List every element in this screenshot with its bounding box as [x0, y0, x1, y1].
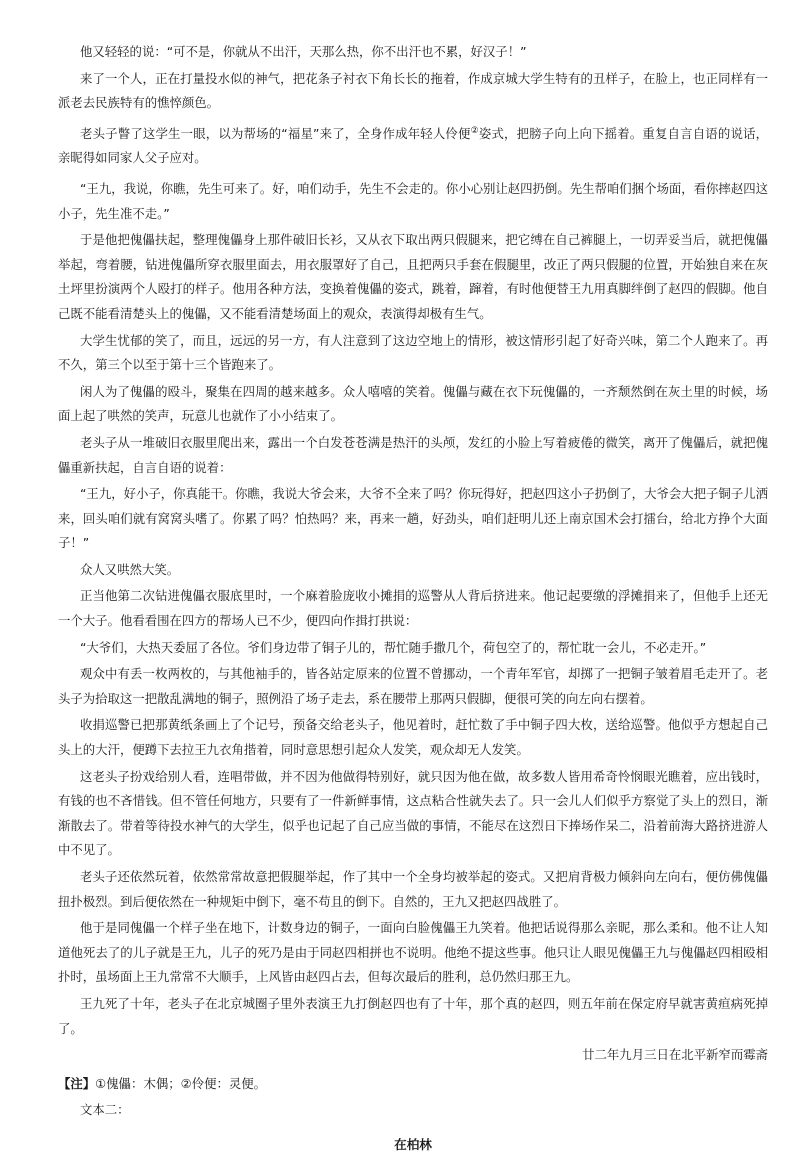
paragraph: 老头子还依然玩着，依然常常故意把假腿举起，作了其中一个全身均被举起的姿式。又把肩背极力倾斜向左向右，便仿佛傀儡扭扑极烈。到后便依然在一种规矩中倒下，毫不苟且的倒下。自然的，王九又把赵四战胜了。	[58, 869, 768, 909]
paragraph-text: 老头子瞥了这学生一眼，以为帮场的“福星”来了，全身作成年轻人伶便	[80, 125, 471, 141]
paragraph: 老头子从一堆破旧衣服里爬出来，露出一个白发苍苍满是热汗的头颅，发红的小脸上写着疲倦的微笑，离开了傀儡后，就把傀儡重新扶起，自言自语的说着：	[58, 434, 768, 475]
paragraph: 众人又哄然大笑。	[80, 561, 180, 577]
paragraph: 正当他第二次钻进傀儡衣服底里时，一个麻着脸庞收小摊捐的巡警从人背后挤进来。他记起要缴的浮摊捐来了，但他手上还无一个大子。他看看围在四方的帮场人已不少，便四向作揖打拱说：	[58, 588, 768, 629]
paragraph: “王九，我说，你瞧，先生可来了。好，咱们动手，先生不会走的。你小心别让赵四扔倒。先生帮咱们捆个场面，看你摔赵四这小子，先生准不走。”	[58, 180, 768, 221]
section-title: 在柏林	[394, 1136, 432, 1152]
paragraph: “王九，好小子，你真能干。你瞧，我说大爷会来，大爷不全来了吗？你玩得好，把赵四这小子扔倒了，大爷会大把子铜子儿洒来，回头咱们就有窝窝头嗜了。你累了吗？怕热吗？来，再来一趟，好劲头，咱们赶明儿还上南京国术会打擂台，给北方挣个大面子！”	[58, 486, 768, 551]
paragraph-text: 姿式，把膀子向上向下摇着。重复自言自语的说话，亲昵得如同家人父子应对。	[58, 125, 768, 166]
footnote-mark: ②	[470, 125, 479, 136]
document-page	[58, 40, 768, 1157]
paragraph: 观众中有丢一枚两枚的，与其他袖手的，皆各站定原来的位置不曾挪动，一个青年军官，却掷了一把铜子皱着眉毛走开了。老头子为拾取这一把散乱满地的铜子，照例沿了场子走去，系在腰带上那两只假脚，便很可笑的向左向右摆着。	[58, 666, 768, 706]
paragraph: 他于是同傀儡一个样子坐在地下，计数身边的铜子，一面向白脸傀儡王九笑着。他把话说得那么亲昵，那么柔和。他不让人知道他死去了的儿子就是王九，儿子的死乃是由于同赵四相拼也不说明。他绝不提这些事。他只让人眼见傀儡王九与傀儡赵四相殴相扑时，虽场面上王九常常不大顺手，上风皆由赵四占去，但每次最后的胜利，总仍然归那王九。	[58, 920, 768, 985]
footnote-tag: 【注】	[58, 1075, 96, 1091]
footnote	[58, 1072, 768, 1097]
story-body	[58, 40, 768, 1041]
paragraph: 大学生忧郁的笑了，而且，远远的另一方，有人注意到了这边空地上的情形，被这情形引起了好奇兴味，第二个人跑来了。再不久，第三个以至于第十三个皆跑来了。	[58, 332, 768, 373]
paragraph: 闲人为了傀儡的殴斗，聚集在四周的越来越多。众人嘻嘻的笑着。傀儡与藏在衣下玩傀儡的，一齐颓然倒在灰土里的时候，场面上起了哄然的笑声，玩意儿也就作了小小结束了。	[58, 383, 768, 424]
paragraph: “大爷们，大热天委屈了各位。爷们身边带了铜子儿的，帮忙随手撒几个，荷包空了的，帮忙耽一会儿，不必走开。”	[80, 639, 707, 655]
paragraph: 他又轻轻的说：“可不是，你就从不出汗，天那么热，你不出汗也不累，好汉子！”	[80, 44, 527, 59]
signature-date: 廿二年九月三日在北平新窄而霉斋	[582, 1047, 768, 1063]
paragraph	[58, 122, 768, 171]
paragraph: 收捐巡警已把那黄纸条画上了个记号，预备交给老头子，他见着时，赶忙数了手中铜子四大枚，送给巡警。他似乎方想起自己头上的大汗，便蹲下去拉王九衣角揩着，同时意思想引起众人发笑，观众却无人发笑。	[58, 717, 768, 758]
footnote-text: ①傀儡：木偶；②伶便：灵便。	[95, 1075, 267, 1091]
section-label: 文本二：	[80, 1102, 130, 1118]
paragraph: 王九死了十年，老头子在北京城圈子里外表演王九打倒赵四也有了十年，那个真的赵四，则五年前在保定府早就害黄疸病死掉了。	[58, 995, 768, 1036]
paragraph: 来了一个人，正在打量投水似的神气，把花条子衬衣下角长长的拖着，作成京城大学生特有的丑样子，在脸上，也正同样有一派老去民族特有的憔悴颜色。	[58, 70, 768, 111]
paragraph: 于是他把傀儡扶起，整理傀儡身上那件破旧长衫，又从衣下取出两只假腿来，把它缚在自己裤腿上，一切弄妥当后，就把傀儡举起，弯着腰，钻进傀儡所穿衣服里面去，用衣服罩好了自己，且把两只手套在假腿里，改正了两只假腿的位置，开始独自来在灰土坪里扮演两个人殴打的样子。他用各种方法，变换着傀儡的姿式，跳着，蹿着，有时他便替王九用真脚绊倒了赵四的假脚。他自己既不能看清楚头上的傀儡，又不能看清楚场面上的观众，表演得却极有生气。	[58, 232, 768, 321]
paragraph: 这老头子扮戏给别人看，连唱带做，并不因为他做得特别好，就只因为他在做，故多数人皆用希奇怜悯眼光瞧着，应出钱时，有钱的也不吝惜钱。但不管任何地方，只要有了一件新鲜事情，这点粘合性就失去了。只一会儿人们似乎方察觉了头上的烈日，渐渐散去了。带着等待投水神气的大学生，似乎也记起了自己应当做的事情，不能尽在这烈日下捧场作呆二，沿着前海大路挤进游人中不见了。	[58, 768, 768, 858]
